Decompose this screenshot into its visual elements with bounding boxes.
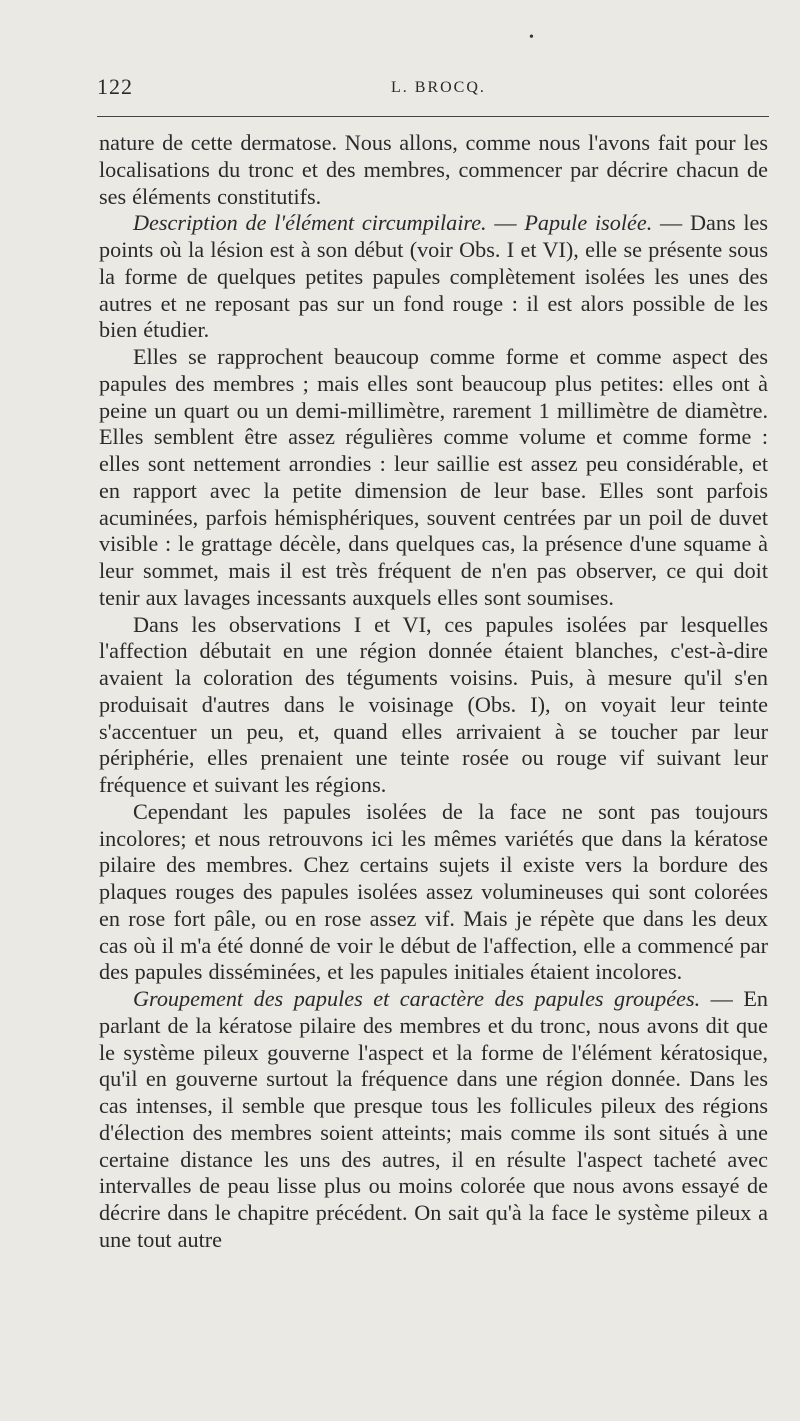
running-head: L. BROCQ. — [391, 79, 486, 96]
paragraph: Cependant les papules isolées de la face ne sont pas toujours incolores; et nous retrouvons ici les mêmes variétés que dans la kératose pilaire des membres. Chez certains sujets il existe vers la bordure des plaques rouges des papules isolées assez volumineuses qui sont colorées en rose fort pâle, ou en rose assez vif. Mais je répète que dans les deux cas où il m'a été donné de voir le début de l'affection, elle a commencé par des papules disséminées, et les papules initiales étaient incolores. — [99, 798, 768, 985]
paragraph — [99, 210, 768, 344]
paragraph: nature de cette dermatose. Nous allons, comme nous l'avons fait pour les localisations du tronc et des membres, commencer par décrire chacun de ses éléments constitutifs. — [99, 130, 768, 209]
top-mark: • — [529, 30, 534, 45]
em-dash: — — [486, 210, 525, 236]
page-header — [97, 74, 767, 104]
subsection-heading: Papule isolée. — [524, 210, 653, 236]
paragraph-text: Dans les points où la lésion est à son début (voir Obs. I et VI), elle se présente sous la forme de quelques petites papules complètement isolées les unes des autres et ne reposant pas sur un fond rouge : il est alors possible de les bien étudier. — [99, 210, 769, 343]
em-dash: — — [700, 986, 744, 1011]
paragraph: Dans les observations I et VI, ces papules isolées par lesquelles l'affection débutait en une région donnée étaient blanches, c'est-à-dire avaient la coloration des téguments voisins. Puis, à mesure qu'il s'en produisait d'autres dans le voisinage (Obs. I), on voyait leur teinte s'accentuer un peu, et, quand elles arrivaient à se toucher par leur périphérie, elles prenaient une teinte rosée ou rouge vif suivant leur fréquence et suivant les régions. — [99, 611, 768, 797]
page-number: 122 — [97, 74, 133, 99]
paragraph-text: En parlant de la kératose pilaire des membres et du tronc, nous avons dit que le système pileux gouverne l'aspect et la forme de l'élément kératosique, qu'il en gouverne surtout la fréquence dans une région donnée. Dans les cas intenses, il semble que presque tous les follicules pileux des régions d'élection des membres soient atteints; mais comme ils sont situés à une certaine distance les uns des autres, il en résulte l'aspect tacheté avec intervalles de peau lisse plus ou moins colorée que nous avons essayé de décrire dans le chapitre précédent. On sait qu'à la face le système pileux a une tout autre — [99, 986, 768, 1252]
body-text — [99, 130, 768, 1254]
header-rule — [97, 116, 769, 117]
em-dash: — — [652, 210, 690, 236]
section-heading: Description de l'élément circumpilaire. — [133, 210, 487, 236]
paragraph — [99, 986, 768, 1254]
section-heading: Groupement des papules et caractère des papules groupées. — [133, 986, 701, 1011]
paragraph: Elles se rapprochent beaucoup comme forme et comme aspect des papules des membres ; mais elles sont beaucoup plus petites: elles ont à peine un quart ou un demi-millimètre, rarement 1 millimètre de diamètre. Elles semblent être assez régulières comme volume et comme forme : elles sont nettement arrondies : leur saillie est assez peu considérable, et en rapport avec la petite dimension de leur base. Elles sont parfois acuminées, parfois hémisphériques, souvent centrées par un poil de duvet visible : le grattage décèle, dans quelques cas, la présence d'une squame à leur sommet, mais il est très fréquent de n'en pas observer, ce qui doit tenir aux lavages incessants auxquels elles sont soumises. — [99, 344, 768, 610]
